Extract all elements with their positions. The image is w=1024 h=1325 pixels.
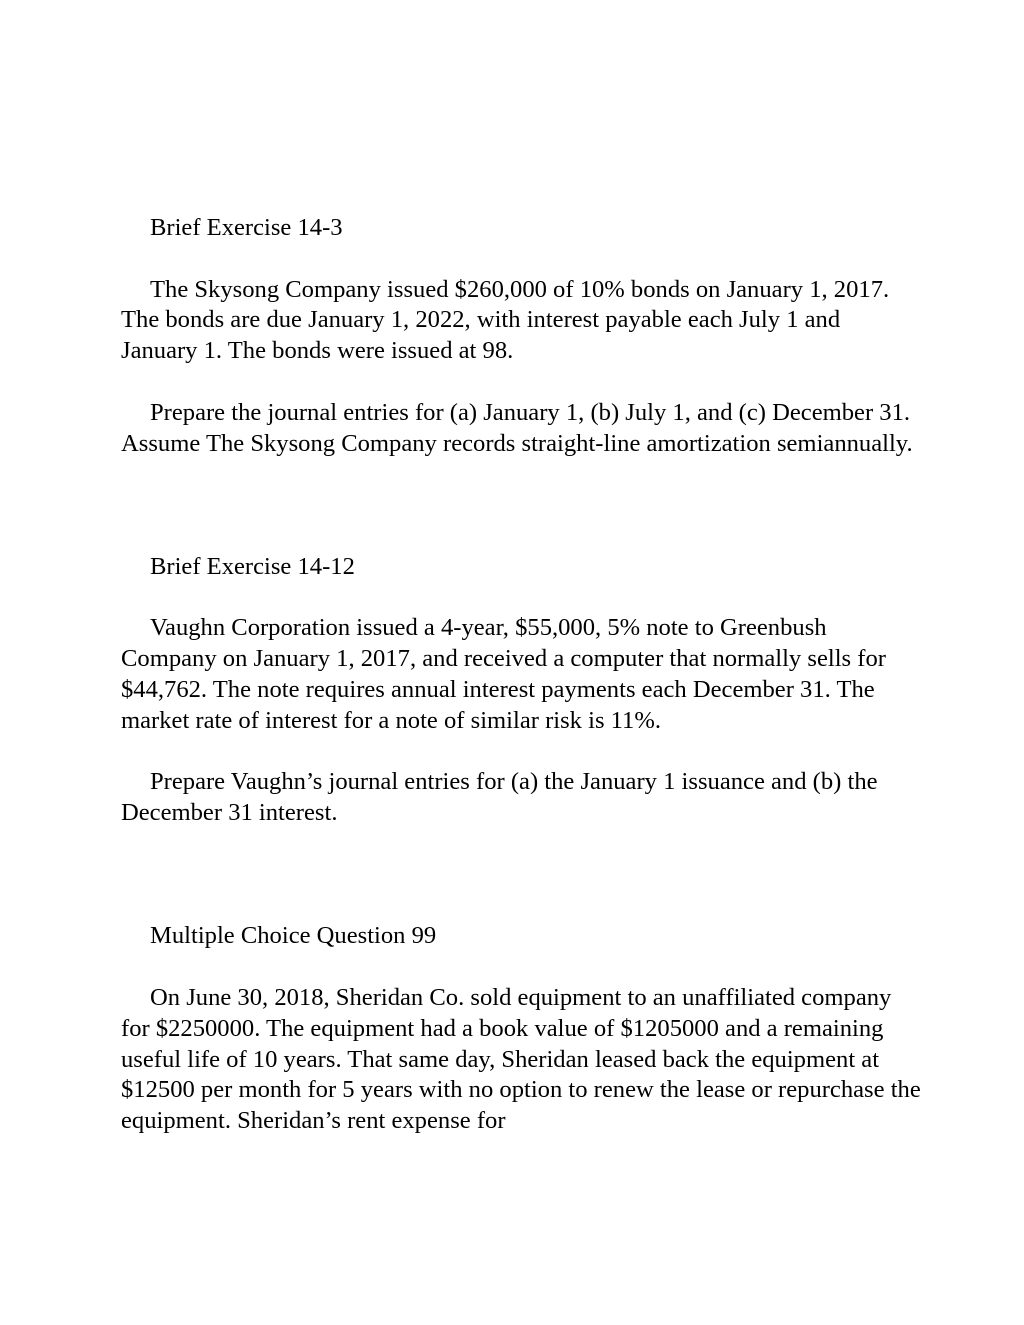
spacer	[121, 244, 921, 275]
spacer	[121, 367, 921, 398]
section-heading-brief-exercise-14-3: Brief Exercise 14-3	[150, 214, 343, 241]
document-body	[121, 213, 921, 1137]
instruction-paragraph: Prepare the journal entries for (a) January 1, (b) July 1, and (c) December 31. Assume The Skysong Company records straight-line amortization semiannually.	[121, 398, 913, 457]
spacer	[121, 583, 921, 614]
section-heading-multiple-choice-question-99: Multiple Choice Question 99	[150, 922, 437, 950]
problem-statement-paragraph: Vaughn Corporation issued a 4-year, $55,000, 5% note to Greenbush Company on January 1, 2017, and received a computer that normally sells for $44,762. The note requires annual interest payments each December 31. The market rate of interest for a note of similar risk is 11%.	[121, 614, 886, 734]
spacer	[121, 952, 921, 983]
spacer	[121, 737, 921, 768]
question-paragraph: On June 30, 2018, Sheridan Co. sold equipment to an unaffiliated company for $2250000. The equipment had a book value of $1205000 and a remaining useful life of 10 years. That same day, Sheridan leased back the equipment at $12500 per month for 5 years with no option to renew the lease or repurchase the equipment. Sheridan’s rent expense for	[121, 983, 921, 1135]
problem-statement-paragraph: The Skysong Company issued $260,000 of 10% bonds on January 1, 2017. The bonds are due January 1, 2022, with interest payable each July 1 and January 1. The bonds were issued at 98.	[121, 275, 890, 365]
section-heading-brief-exercise-14-12: Brief Exercise 14-12	[150, 552, 355, 580]
section-spacer	[121, 459, 921, 551]
section-spacer	[121, 829, 921, 921]
instruction-paragraph: Prepare Vaughn’s journal entries for (a) the January 1 issuance and (b) the December 31 interest.	[121, 768, 878, 827]
